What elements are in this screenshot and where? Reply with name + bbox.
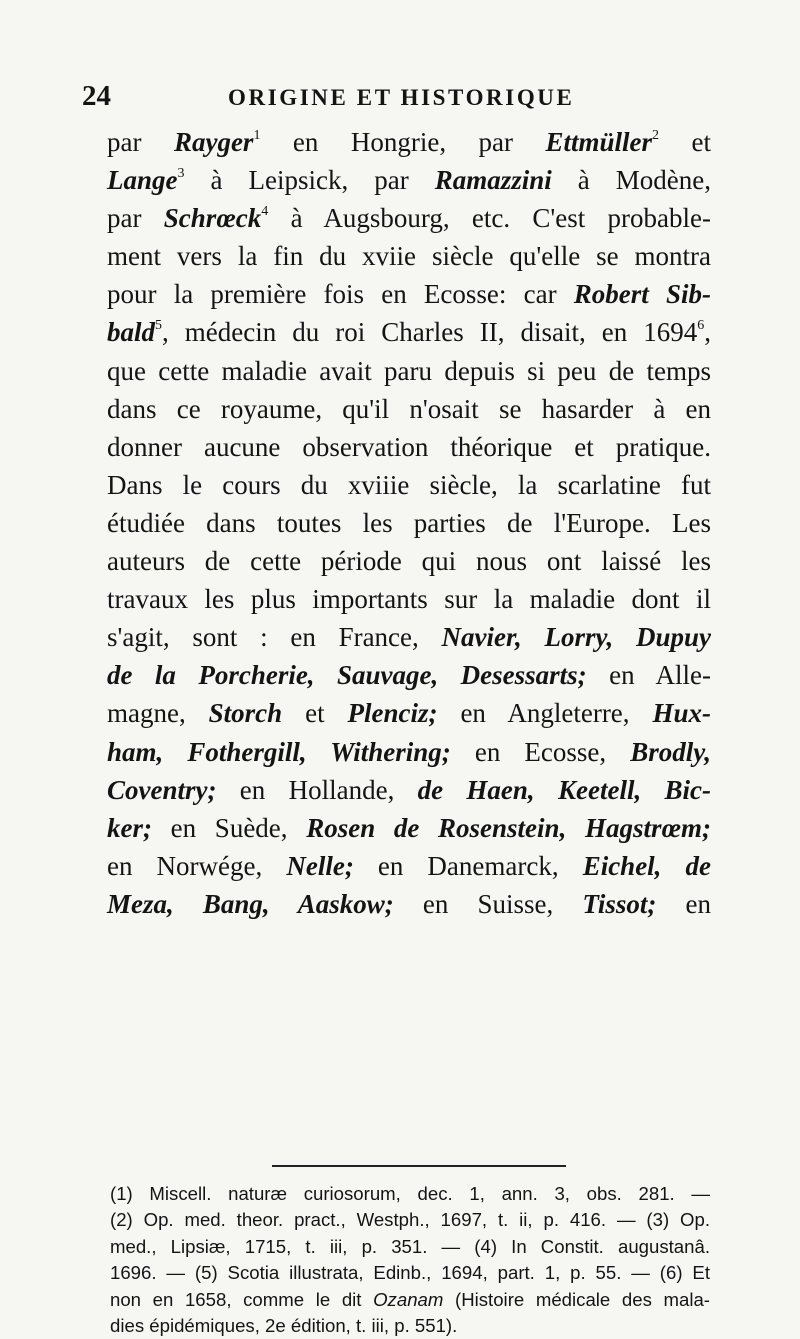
- italic-run: Eichel, de: [582, 850, 711, 881]
- text-run: (1) Miscell. naturæ curiosorum, dec. 1, ann. 3, obs. 281. —: [110, 1183, 710, 1204]
- body-line: [107, 199, 711, 237]
- body-line: [107, 504, 711, 542]
- text-run: en Hollande,: [216, 774, 418, 805]
- text-run: ,: [704, 317, 711, 348]
- body-line: [107, 161, 711, 199]
- italic-run: bald: [107, 317, 156, 348]
- text-run: en Danemarck,: [353, 850, 583, 881]
- footnote-ref: 5: [155, 318, 163, 334]
- body-line: [107, 237, 711, 275]
- footnote-line: [110, 1260, 710, 1286]
- text-run: non en 1658, comme le dit: [110, 1288, 374, 1310]
- italic-run: Brodly,: [630, 736, 711, 767]
- text-run: en: [656, 888, 711, 919]
- text-run: travaux les plus importants sur la maladie dont il: [107, 584, 711, 615]
- footnote-ref: 6: [697, 318, 705, 334]
- body-line: [107, 428, 711, 466]
- body-line: [107, 847, 711, 885]
- text-run: à Leipsick, par: [184, 165, 435, 196]
- italic-run: Robert Sib-: [573, 279, 711, 310]
- body-line: [107, 694, 711, 732]
- text-run: étudiée dans toutes les parties de l'Europe. Les: [107, 507, 711, 538]
- italic-run: Meza, Bang, Aaskow;: [107, 888, 394, 919]
- text-run: en Alle-: [586, 660, 711, 691]
- body-line: [107, 123, 711, 161]
- footnote-line: [110, 1234, 710, 1260]
- italic-run: ham, Fothergill, Withering;: [107, 736, 451, 767]
- italic-run: Ettmüller: [545, 127, 653, 157]
- footnote-line: [110, 1313, 710, 1339]
- text-run: med., Lipsiæ, 1715, t. iii, p. 351. — (4) In Constit. augustanâ.: [110, 1235, 710, 1257]
- body-line: [107, 733, 711, 771]
- body-line: [107, 542, 711, 580]
- footnote-separator: [272, 1165, 566, 1167]
- text-run: dies épidémiques, 2e édition, t. iii, p. 551).: [110, 1315, 458, 1337]
- body-line: [107, 885, 711, 923]
- italic-run: Schrœck: [163, 203, 262, 234]
- text-run: 1696. — (5) Scotia illustrata, Edinb., 1694, part. 1, p. 55. — (6) Et: [110, 1262, 710, 1284]
- italic-run: ker;: [107, 812, 152, 843]
- italic-run: Nelle;: [286, 850, 354, 881]
- body-line: [107, 275, 711, 313]
- italic-run: Navier, Lorry, Dupuy: [441, 622, 712, 653]
- text-run: en Norwége,: [107, 850, 287, 881]
- italic-run: Plenciz;: [347, 698, 438, 729]
- text-run: (Histoire médicale des mala-: [443, 1288, 711, 1310]
- running-title: ORIGINE ET HISTORIQUE: [228, 85, 575, 110]
- italic-run: Hux-: [652, 698, 711, 729]
- text-run: en Hongrie, par: [260, 127, 546, 157]
- italic-run: de la Porcherie, Sauvage, Desessarts;: [107, 660, 587, 691]
- italic-run: Rosen de Rosenstein, Hagstrœm;: [306, 812, 711, 843]
- footnote-ref: 3: [177, 166, 185, 182]
- text-run: par: [107, 127, 174, 157]
- text-run: s'agit, sont : en France,: [107, 622, 442, 653]
- text-run: pour la première fois en Ecosse: car: [107, 279, 574, 310]
- body-line: [107, 656, 711, 694]
- italic-run: Tissot;: [582, 888, 657, 919]
- italic-run: Ramazzini: [434, 165, 552, 196]
- text-run: ment vers la fin du xviie siècle qu'elle se montra: [107, 241, 711, 272]
- body-line: [107, 466, 711, 504]
- footnotes: [110, 1181, 710, 1339]
- italic-run: Ozanam: [373, 1288, 444, 1310]
- body-line: [107, 352, 711, 390]
- body-text: [107, 123, 711, 923]
- footnote-line: [110, 1207, 710, 1233]
- text-run: et: [282, 698, 348, 729]
- text-run: en Suisse,: [393, 888, 583, 919]
- text-run: à Modène,: [551, 165, 711, 196]
- text-run: par: [107, 203, 164, 234]
- footnote-ref: 2: [652, 128, 660, 143]
- text-run: à Augsbourg, etc. C'est probable-: [268, 203, 711, 234]
- running-head: [82, 80, 722, 120]
- text-run: , médecin du roi Charles II, disait, en 1694: [162, 317, 698, 348]
- footnote-line: [110, 1181, 710, 1207]
- italic-run: Lange: [107, 165, 178, 196]
- body-line: [107, 618, 711, 656]
- italic-run: Rayger: [173, 127, 254, 157]
- italic-run: de Haen, Keetell, Bic-: [417, 774, 711, 805]
- body-line: [107, 771, 711, 809]
- text-run: que cette maladie avait paru depuis si peu de temps: [107, 355, 711, 386]
- body-line: [107, 390, 711, 428]
- footnote-ref: 1: [253, 128, 261, 143]
- body-line: [107, 313, 711, 351]
- body-line: [107, 580, 711, 618]
- text-run: magne,: [107, 698, 209, 729]
- italic-run: Storch: [208, 698, 283, 729]
- text-run: auteurs de cette période qui nous ont laissé les: [107, 546, 711, 577]
- italic-run: Coventry;: [107, 774, 217, 805]
- footnote-ref: 4: [261, 204, 269, 220]
- text-run: dans ce royaume, qu'il n'osait se hasarder à en: [107, 393, 711, 424]
- text-run: et: [659, 127, 711, 157]
- text-run: en Suède,: [151, 812, 307, 843]
- text-run: en Ecosse,: [450, 736, 631, 767]
- text-run: en Angleterre,: [437, 698, 653, 729]
- text-run: Dans le cours du xviiie siècle, la scarlatine fut: [107, 469, 711, 500]
- page-number: 24: [82, 80, 111, 112]
- text-run: (2) Op. med. theor. pract., Westph., 1697, t. ii, p. 416. — (3) Op.: [110, 1209, 710, 1231]
- footnote-line: [110, 1287, 710, 1313]
- body-line: [107, 809, 711, 847]
- text-run: donner aucune observation théorique et pratique.: [107, 431, 711, 462]
